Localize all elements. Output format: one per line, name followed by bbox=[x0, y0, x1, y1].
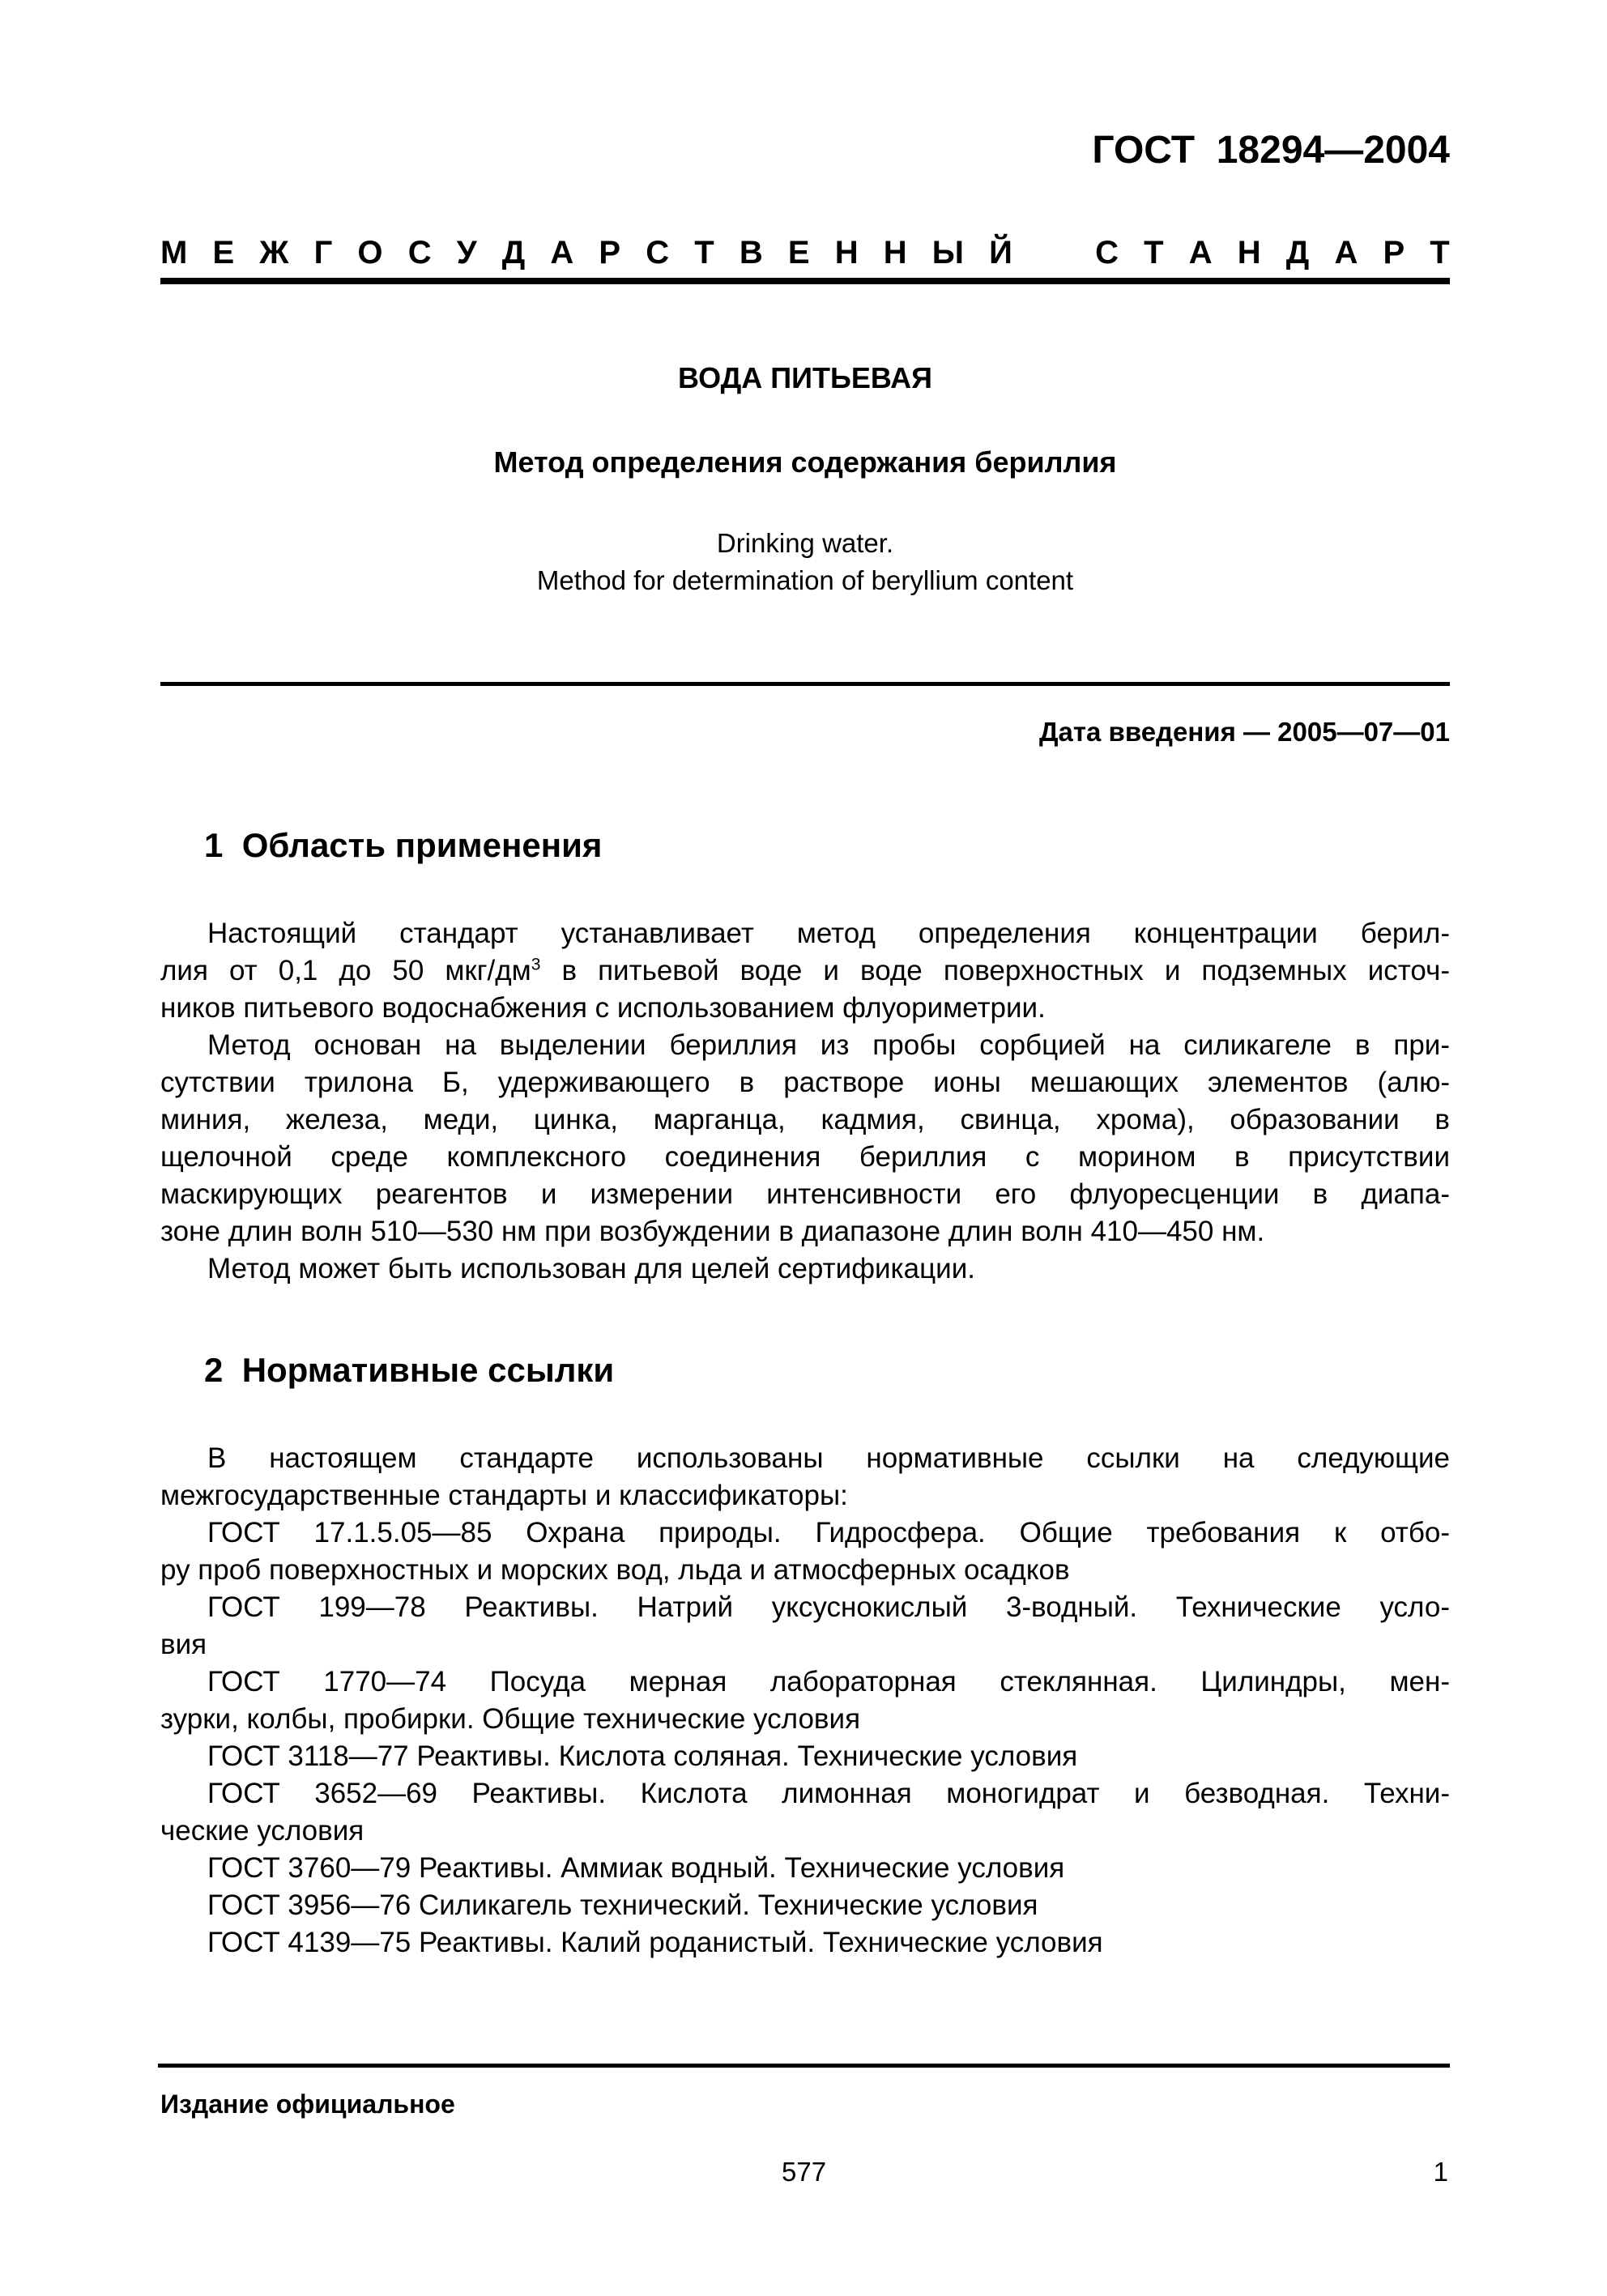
reference-item-cont: ческие условия bbox=[160, 1815, 364, 1847]
reference-item: ГОСТ 1770—74 Посуда мерная лабораторная стеклянная. Цилиндры, мен- bbox=[207, 1666, 1450, 1698]
reference-item: ГОСТ 17.1.5.05—85 Охрана природы. Гидросфера. Общие требования к отбо- bbox=[207, 1517, 1450, 1548]
text-span: лия от 0,1 до 50 мкг/дм bbox=[160, 955, 531, 986]
english-title bbox=[160, 525, 1450, 599]
section-heading-2: 2 Нормативные ссылки bbox=[204, 1351, 615, 1389]
letter: Е bbox=[212, 235, 235, 270]
paragraph-line: миния, железа, меди, цинка, марганца, кадмия, свинца, хрома), образовании в bbox=[160, 1104, 1450, 1135]
footer-rule bbox=[158, 2064, 1450, 2068]
edition-label: Издание официальное bbox=[160, 2089, 455, 2119]
paragraph-line bbox=[160, 952, 1450, 990]
letter: С bbox=[646, 235, 670, 270]
reference-item: ГОСТ 3760—79 Реактивы. Аммиак водный. Технические условия bbox=[207, 1852, 1065, 1884]
text-span: в питьевой воде и воде поверхностных и подземных источ- bbox=[561, 955, 1450, 986]
letter: У bbox=[456, 235, 477, 270]
reference-item: ГОСТ 3652—69 Реактивы. Кислота лимонная моногидрат и безводная. Техни- bbox=[207, 1778, 1450, 1809]
reference-item: ГОСТ 3118—77 Реактивы. Кислота соляная. Технические условия bbox=[207, 1740, 1078, 1772]
reference-item-cont: зурки, колбы, пробирки. Общие технические условия bbox=[160, 1703, 861, 1735]
superscript: 3 bbox=[531, 955, 541, 974]
page-number-center: 577 bbox=[782, 2157, 827, 2187]
letter: С bbox=[407, 235, 432, 270]
paragraph-line: ников питьевого водоснабжения с использованием флуориметрии. bbox=[160, 992, 1046, 1024]
letter: Р bbox=[599, 235, 621, 270]
reference-item-cont: вия bbox=[160, 1629, 207, 1660]
letter: Д bbox=[1285, 235, 1310, 270]
paragraph-line: Метод основан на выделении бериллия из пробы сорбцией на силикагеле в при- bbox=[207, 1029, 1450, 1061]
letter: М bbox=[160, 235, 188, 270]
paragraph-line: сутствии трилона Б, удерживающего в растворе ионы мешающих элементов (алю- bbox=[160, 1067, 1450, 1098]
reference-item: ГОСТ 199—78 Реактивы. Натрий уксуснокислый 3-водный. Технические усло- bbox=[207, 1591, 1450, 1623]
english-title-line-1: Drinking water. bbox=[716, 528, 894, 558]
paragraph-line: маскирующих реагентов и измерении интенсивности его флуоресценции в диапа- bbox=[160, 1178, 1450, 1210]
paragraph-line: Настоящий стандарт устанавливает метод определения концентрации берил- bbox=[207, 918, 1450, 949]
letter: А bbox=[1188, 235, 1213, 270]
letter: Т bbox=[694, 235, 714, 270]
letter: Т bbox=[1144, 235, 1164, 270]
header-rule bbox=[160, 278, 1450, 284]
letter: А bbox=[1334, 235, 1358, 270]
paragraph-line: В настоящем стандарте использованы нормативные ссылки на следующие bbox=[207, 1442, 1450, 1474]
letter: С bbox=[1095, 235, 1119, 270]
letter: Н bbox=[834, 235, 859, 270]
document-title: ВОДА ПИТЬЕВАЯ bbox=[678, 361, 932, 394]
letter: Р bbox=[1383, 235, 1405, 270]
letter: Ж bbox=[259, 235, 289, 270]
document-subtitle: Метод определения содержания бериллия bbox=[493, 445, 1117, 479]
standard-type-heading bbox=[160, 228, 1450, 277]
paragraph-line: щелочной среде комплексного соединения бериллия с морином в присутствии bbox=[160, 1141, 1450, 1173]
reference-item: ГОСТ 4139—75 Реактивы. Калий роданистый. Технические условия bbox=[207, 1927, 1103, 1958]
letter: Н bbox=[1237, 235, 1261, 270]
title-rule bbox=[160, 682, 1450, 686]
document-number: ГОСТ 18294—2004 bbox=[1092, 129, 1450, 172]
letter: Д bbox=[501, 235, 526, 270]
reference-item-cont: ру проб поверхностных и морских вод, льда и атмосферных осадков bbox=[160, 1554, 1070, 1586]
letter: Ы bbox=[931, 235, 964, 270]
reference-item: ГОСТ 3956—76 Силикагель технический. Технические условия bbox=[207, 1889, 1038, 1921]
section-heading-1: 1 Область применения bbox=[204, 826, 603, 864]
page-number-right: 1 bbox=[1433, 2157, 1448, 2187]
letter: Н bbox=[883, 235, 907, 270]
letter: Т bbox=[1430, 235, 1450, 270]
paragraph-line: Метод может быть использован для целей сертификации. bbox=[207, 1253, 975, 1284]
paragraph-line: межгосударственные стандарты и классификаторы: bbox=[160, 1480, 848, 1511]
letter: О bbox=[357, 235, 383, 270]
letter: Е bbox=[787, 235, 810, 270]
date-introduced: Дата введения — 2005—07—01 bbox=[1039, 717, 1450, 747]
paragraph-line: зоне длин волн 510—530 нм при возбуждении в диапазоне длин волн 410—450 нм. bbox=[160, 1216, 1265, 1247]
letter: Й bbox=[989, 235, 1012, 270]
letter: Г bbox=[313, 235, 333, 270]
english-title-line-2: Method for determination of beryllium content bbox=[536, 565, 1074, 595]
letter: А bbox=[550, 235, 574, 270]
word-gap bbox=[1038, 228, 1070, 277]
letter: В bbox=[739, 235, 763, 270]
